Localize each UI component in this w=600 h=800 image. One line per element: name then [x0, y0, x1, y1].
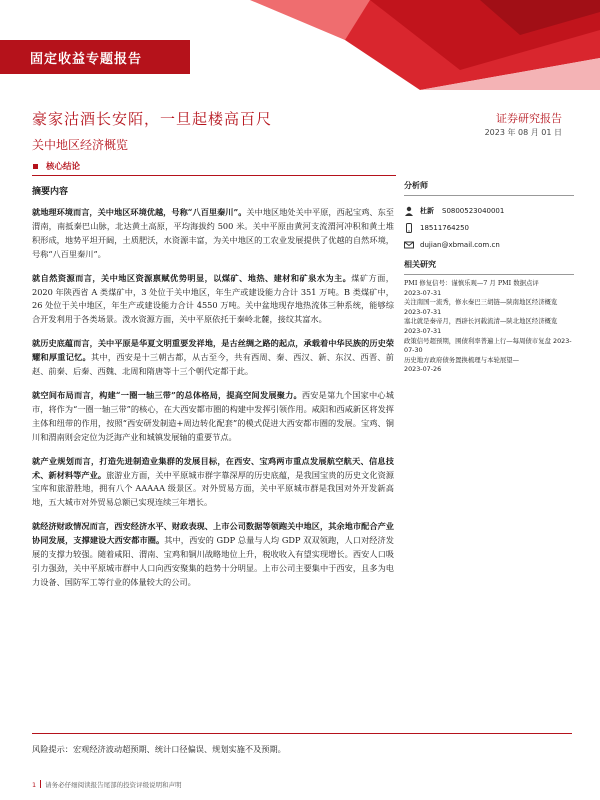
related-title: PMI 修复信号：谨慎乐观—7 月 PMI 数据点评 — [404, 279, 539, 287]
paragraph-text: 其中，西安的 GDP 总量与人均 GDP 双双领跑，人口对经济发展的支撑力较强。随着咸阳、渭南、宝鸡和铜川战略地位上升，税收收入有望实现增长。西安人口吸引力强劲，关中平原城市群中人口向西安聚集的趋势十分明显。上市公司主要集中于西安，且多为电力设备、国防军工等行业的体量较大的公司。 — [32, 535, 394, 587]
phone-row — [404, 219, 574, 236]
footer-divider — [40, 780, 41, 788]
section-label: 核心结论 — [46, 162, 81, 172]
paragraph-lead: 就地理环境而言，关中地区环境优越，号称“八百里秦川”。 — [32, 207, 247, 217]
paragraph-lead: 就自然资源而言，关中地区资源禀赋优势明显，以煤矿、地热、建材和矿泉水为主。 — [32, 272, 352, 283]
related-title: 塞北就是秦帝月，西辟长河载流清—陕北地区经济概览 — [404, 317, 558, 326]
summary-label: 摘要内容 — [32, 187, 69, 197]
phone-icon — [404, 223, 414, 233]
related-item[interactable] — [404, 317, 574, 336]
related-item[interactable] — [404, 279, 574, 298]
analyst-phone: 18511764250 — [420, 223, 469, 232]
paragraph-spatial-layout — [32, 389, 394, 445]
section-header — [32, 160, 396, 176]
related-date: 2023-07-31 — [404, 288, 442, 297]
paragraph-history — [32, 337, 394, 379]
person-icon — [404, 206, 414, 216]
report-type: 证券研究报告 — [496, 112, 562, 125]
paragraph-industry — [32, 455, 394, 511]
mail-icon — [404, 240, 414, 250]
analyst-email[interactable]: dujian@xbmail.com.cn — [420, 240, 500, 249]
footer-disclaimer: 请务必仔细阅读报告尾部的投资评级说明和声明 — [45, 781, 182, 789]
risk-label: 风险提示： — [32, 744, 73, 754]
paragraph-text: 关中地区地处关中平原，西起宝鸡、东至渭南，南抵秦巴山脉，北达黄土高原，平均海拔约 500 米。关中平原由黄河支流渭河冲积和黄土堆积形成，地势平坦开阔，土质肥沃，水资源丰富，为关中地区的工农业发展提供了优越的自然环境，号称“八百里秦川”。 — [32, 207, 394, 259]
paragraph-resources — [32, 272, 394, 328]
related-title: 政策信号超预期，围债利率普遍上行—每周债市复盘 — [404, 336, 551, 345]
related-item[interactable] — [404, 356, 574, 375]
related-title: 关注南国一流秀，修水秦巴三胡链—陕南地区经济概览 — [404, 298, 558, 307]
paragraph-lead: 就产业规划而言，打造先进制造业集群的发展目标，在西安、宝鸡两市重点发展航空航天、信息技术、新材料等产业。 — [32, 455, 394, 480]
analyst-name: 杜新 — [420, 206, 434, 215]
page-subtitle: 关中地区经济概览 — [32, 138, 129, 152]
paragraph-lead: 就经济财政情况而言，西安经济水平、财政表现、上市公司数据等领跑关中地区，其余地市配合产业协同发展，支撑建设大西安都市圈。 — [32, 521, 394, 546]
risk-warning — [32, 733, 572, 755]
analyst-row — [404, 202, 574, 219]
related-date: 2023-07-31 — [404, 307, 442, 316]
related-list — [404, 279, 574, 375]
banner-decoration — [250, 0, 600, 90]
related-title: 历史地方政府债务置换梳理与本轮展望— — [404, 355, 520, 364]
paragraph-economy — [32, 520, 394, 590]
banner-title: 固定收益专题报告 — [30, 52, 143, 67]
paragraph-text: 西安是第九个国家中心城市，将作为“一圈一轴三带”的核心，在大西安都市圈的构建中发挥引领作用。咸阳和西咸新区将发挥主体和纽带的作用，按照“西安研发制造+周边转化配套”的模式促进大西安都市圈的发展。宝鸡、铜川和渭南则会定位为泛海产业和城镇发展轴的重要节点。 — [32, 389, 394, 442]
summary-body — [32, 206, 394, 600]
related-header: 相关研究 — [404, 259, 574, 275]
related-item[interactable] — [404, 298, 574, 317]
page-title: 豪家沽酒长安陌，一旦起楼高百尺 — [32, 110, 273, 128]
page-number: 1 — [32, 781, 37, 789]
related-date: 2023-07-26 — [404, 365, 442, 374]
section-bullet-icon — [33, 164, 38, 169]
paragraph-text: 旅游业方面，关中平原城市群字靠深厚的历史底蕴，是我国宝贵的历史文化资源宝库和旅游胜地，拥有八个 AAAAA 级景区。对外贸易方面，关中平原城市群是我国对外开发新高地，五大城市对外贸易总额已实现连续三年增长。 — [32, 469, 394, 508]
header-banner — [0, 0, 600, 90]
sidebar — [404, 180, 574, 375]
email-row — [404, 236, 574, 253]
risk-text: 宏观经济波动超预期、统计口径偏误、规划实施不及预期。 — [72, 744, 286, 754]
related-date: 2023-07-30 — [404, 336, 572, 355]
page-footer — [32, 780, 182, 789]
paragraph-geography — [32, 206, 394, 262]
paragraph-lead: 就空间布局而言，构建“一圈一轴三带”的总体格局，提高空间发展聚力。 — [32, 389, 302, 400]
report-date: 2023 年 08 月 01 日 — [484, 128, 562, 137]
paragraph-lead: 就历史底蕴而言，关中平原是华夏文明重要发祥地，是古丝绸之路的起点，承载着中华民族的历史荣耀和厚重记忆。 — [32, 338, 394, 363]
paragraph-text: 其中，西安是十三朝古都，从古至今，共有西周、秦、西汉、新、东汉、西晋、前赵、前秦、后秦、西魏、北周和隋唐等十三个朝代定都于此。 — [32, 352, 394, 377]
analyst-header: 分析师 — [404, 180, 574, 196]
paragraph-text: 煤矿方面，2020 年陕西省 A 类煤矿中，3 处位于关中地区，年生产或建设能力合计 351 万吨。B 类煤矿中，26 处位于关中地区，年生产或建设能力合计 4550 万吨。关中盆地现存地热流体三种系统，能够综合开发利用于各类场景。泼水资源方面，关中平原依托于秦岭北麓，接纹其富水。 — [32, 272, 394, 325]
related-item[interactable] — [404, 337, 574, 356]
related-date: 2023-07-31 — [404, 326, 442, 335]
analyst-license: S0800523040001 — [442, 206, 505, 215]
